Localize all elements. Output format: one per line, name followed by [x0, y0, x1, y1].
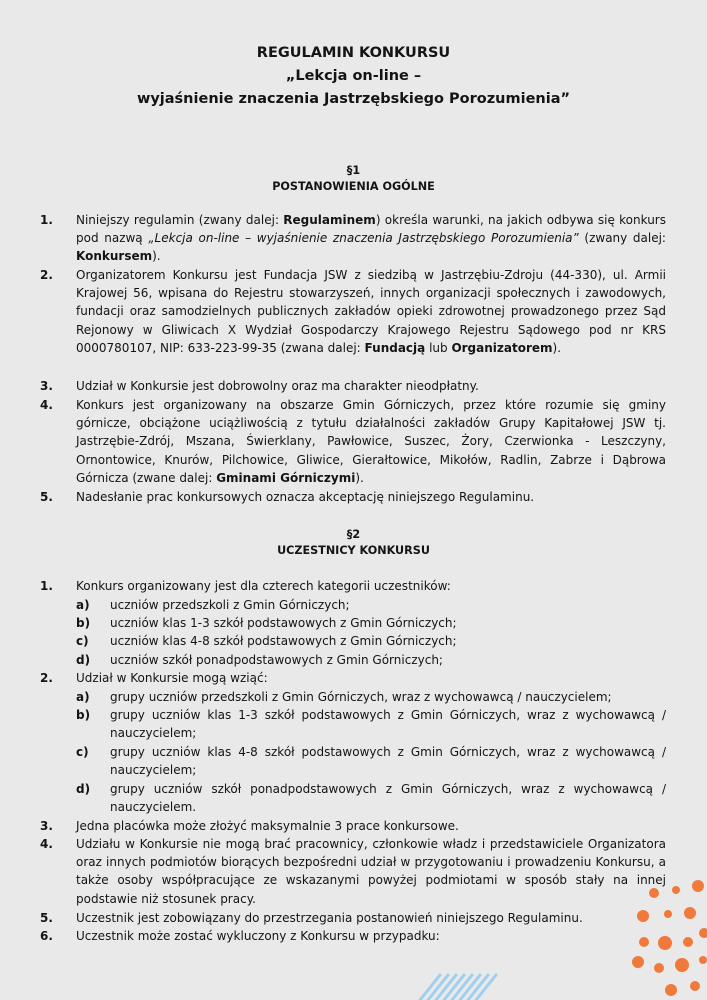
- section-1-item-2: [40, 266, 666, 378]
- item-number: 3.: [40, 819, 53, 833]
- document-title-line-3: wyjaśnienie znaczenia Jastrzębskiego Porozumienia”: [136, 91, 571, 107]
- item-text: Konkurs organizowany jest dla czterech kategorii uczestników:: [76, 579, 451, 593]
- item-number: 5.: [40, 911, 53, 925]
- document-title-line-2: „Lekcja on-line –: [285, 68, 422, 84]
- sub-item-letter: a): [76, 690, 90, 704]
- sub-item-letter: b): [76, 616, 91, 630]
- sub-item-letter: d): [76, 782, 91, 796]
- item-text: Uczestnik jest zobowiązany do przestrzegania postanowień niniejszego Regulaminu.: [76, 911, 583, 925]
- sub-item-letter: a): [76, 598, 90, 612]
- section-1-item-3: [40, 377, 666, 396]
- defined-term: Konkursem: [76, 249, 153, 264]
- sub-item-text: grupy uczniów przedszkoli z Gmin Górniczych, wraz z wychowawcą / nauczycielem;: [110, 690, 612, 704]
- section-1-number: §1: [346, 164, 361, 177]
- item-number: 2.: [40, 268, 53, 282]
- item-number: 6.: [40, 929, 53, 943]
- item-text: Udział w Konkursie jest dobrowolny oraz ma charakter nieodpłatny.: [76, 379, 479, 393]
- item-number: 4.: [40, 837, 53, 851]
- section-2-number: §2: [346, 528, 361, 541]
- section-1-title: POSTANOWIENIA OGÓLNE: [272, 180, 435, 193]
- item-number: 3.: [40, 379, 53, 393]
- contest-name: „Lekcja on-line – wyjaśnienie znaczenia Jastrzębskiego Porozumienia”: [148, 231, 579, 246]
- item-number: 1.: [40, 213, 53, 227]
- sub-item-text: grupy uczniów szkół ponadpodstawowych z Gmin Górniczych, wraz z wychowawcą / nauczycielem.: [110, 782, 666, 815]
- defined-term: Regulaminem: [283, 213, 376, 227]
- sub-item-text: uczniów przedszkoli z Gmin Górniczych;: [110, 598, 350, 612]
- item-text: Konkurs jest organizowany na obszarze Gmin Górniczych, przez które rozumie się gminy górnicze, obciążone uciążliwością z tytułu działalności zakładów Grupy Kapitałowej JSW tj. Jastrzębie-Zdrój, Mszana, Świerklany, Pawłowice, Suszec, Żory, Czerwionka - Leszczyny, Ornontowice, Knurów, Pilchowice, Gliwice, Gierałtowice, Mikołów, Radlin, Zabrze i Dąbrowa Górnicza (zwane dalej: Gminami Górniczymi).: [76, 398, 666, 485]
- sub-item-text: uczniów klas 4-8 szkół podstawowych z Gmin Górniczych;: [110, 634, 457, 648]
- item-text: Uczestnik może zostać wykluczony z Konkursu w przypadku:: [76, 929, 440, 943]
- defined-term: Fundacją: [364, 340, 426, 355]
- item-number: 2.: [40, 671, 53, 685]
- item-number: 5.: [40, 490, 53, 504]
- defined-term: Gminami Górniczymi: [216, 470, 356, 485]
- section-1-item-5: [40, 488, 666, 507]
- sub-item-text: grupy uczniów klas 1-3 szkół podstawowych z Gmin Górniczych, wraz z wychowawcą / nauczycielem;: [110, 708, 666, 741]
- section-1-item-1: [40, 211, 666, 267]
- sub-item-letter: c): [76, 745, 89, 759]
- item-text: Jedna placówka może złożyć maksymalnie 3 prace konkursowe.: [76, 819, 459, 833]
- sub-item-text: grupy uczniów klas 4-8 szkół podstawowych z Gmin Górniczych, wraz z wychowawcą / nauczycielem;: [110, 745, 666, 778]
- sub-item-letter: d): [76, 653, 91, 667]
- document-title-line-1: REGULAMIN KONKURSU: [256, 45, 451, 61]
- sub-item-text: uczniów klas 1-3 szkół podstawowych z Gmin Górniczych;: [110, 616, 457, 630]
- defined-term: Organizatorem: [451, 340, 553, 355]
- item-text: Nadesłanie prac konkursowych oznacza akceptację niniejszego Regulaminu.: [76, 490, 535, 504]
- sub-item-letter: b): [76, 708, 91, 722]
- item-text: Udział w Konkursie mogą wziąć:: [76, 671, 268, 685]
- blue-stripes-decoration: [420, 975, 496, 1000]
- section-1-item-4: [40, 396, 666, 488]
- sub-item-text: uczniów szkół ponadpodstawowych z Gmin Górniczych;: [110, 653, 443, 667]
- sub-item-letter: c): [76, 634, 89, 648]
- item-text: Udziału w Konkursie nie mogą brać pracownicy, członkowie władz i przedstawiciele Organizatora oraz innych podmiotów biorących bezpośredni udział w przygotowaniu i prowadzeniu Konkursu, a także osoby współpracujące ze wskazanymi powyżej podmiotami w sposób stały na innej podstawie niż stosunek pracy.: [76, 837, 666, 906]
- section-2-title: UCZESTNICY KONKURSU: [277, 544, 430, 557]
- item-number: 1.: [40, 579, 53, 593]
- item-text: Organizatorem Konkursu jest Fundacja JSW z siedzibą w Jastrzębiu-Zdroju (44-330), ul. Armii Krajowej 56, wpisana do Rejestru stowarzyszeń, innych organizacji społecznych i zawodowych, fundacji oraz samodzielnych publicznych zakładów opieki zdrowotnej prowadzonego przez Sąd Rejonowy w Gliwicach X Wydział Gospodarczy Krajowego Rejestru Sądowego pod nr KRS 0000780107, NIP: 633-223-99-35 (zwana dalej: Fundacją lub Organizatorem).: [76, 268, 666, 355]
- item-number: 4.: [40, 398, 53, 412]
- section-2-item-4: [40, 835, 666, 909]
- item-text: Niniejszy regulamin (zwany dalej: Regulaminem) określa warunki, na jakich odbywa się konkurs pod nazwą „Lekcja on-line – wyjaśnienie znaczenia Jastrzębskiego Porozumienia” (zwany dalej: Konkursem).: [76, 213, 666, 264]
